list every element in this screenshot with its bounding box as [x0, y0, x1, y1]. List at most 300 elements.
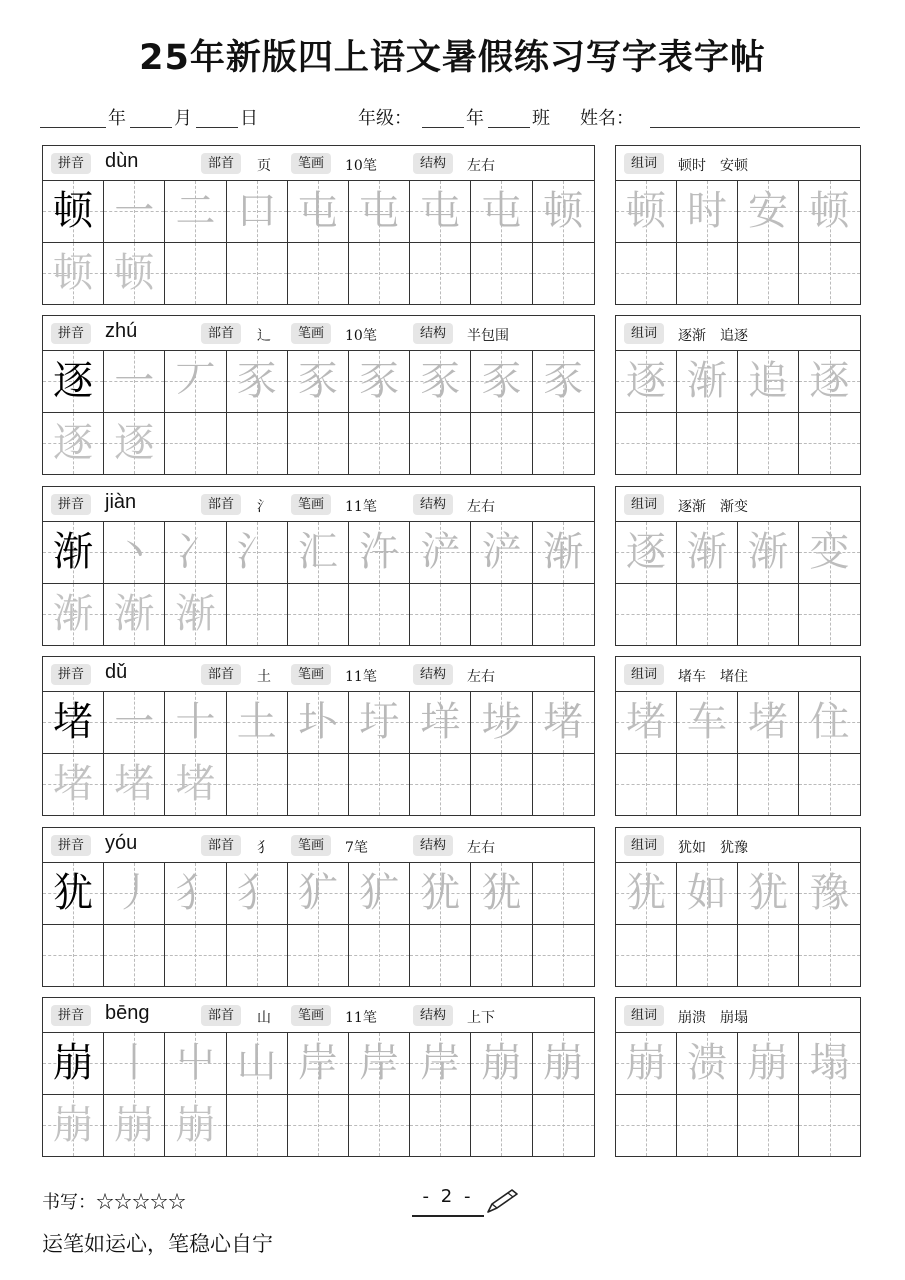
word-trace-character: 逐	[626, 529, 666, 575]
stroke-step: 犹	[481, 870, 522, 916]
radical-value: 犭	[257, 840, 271, 856]
grid-cell[interactable]	[471, 181, 532, 243]
word-card-header	[616, 657, 860, 692]
word-grid	[616, 692, 860, 815]
grid-cell[interactable]	[288, 584, 349, 646]
word-trace-character: 车	[687, 699, 727, 745]
word-grid-cell[interactable]	[738, 692, 799, 754]
grid-cell[interactable]	[227, 1095, 288, 1157]
stroke-step: 二	[175, 188, 216, 234]
grid-cell[interactable]	[227, 692, 288, 754]
writing-grid	[43, 1033, 594, 1156]
word-grid-cell[interactable]	[738, 243, 799, 305]
strokes-value: 11笔	[345, 669, 377, 685]
structure-value: 左右	[467, 499, 495, 515]
grid-cell[interactable]	[288, 181, 349, 243]
name-blank[interactable]	[650, 127, 860, 128]
card-header	[43, 487, 594, 522]
radical-tag: 部首	[201, 494, 241, 515]
grid-cell[interactable]	[471, 1033, 532, 1095]
radical-value: 辶	[257, 328, 271, 344]
model-character: 逐	[53, 358, 94, 404]
grid-cell[interactable]	[410, 351, 471, 413]
stroke-step: 氵	[236, 529, 277, 575]
word-trace-character: 逐	[626, 358, 666, 404]
stroke-step: 堵	[543, 699, 584, 745]
trace-character: 崩	[53, 1101, 94, 1148]
grid-cell[interactable]	[104, 413, 165, 475]
character-card	[42, 827, 595, 987]
grid-cell[interactable]	[533, 351, 594, 413]
grid-cell[interactable]	[43, 863, 104, 925]
grid-cell[interactable]	[165, 754, 226, 816]
word-grid-cell[interactable]	[677, 1095, 738, 1157]
strokes-tag: 笔画	[291, 1005, 331, 1026]
pinyin-value: yóu	[105, 832, 138, 854]
grid-cell[interactable]	[227, 584, 288, 646]
card-header	[43, 316, 594, 351]
word-trace-character: 如	[687, 870, 727, 916]
grid-cell[interactable]	[349, 351, 410, 413]
structure-tag: 结构	[413, 835, 453, 856]
word-card	[615, 827, 861, 987]
pinyin-tag: 拼音	[51, 835, 91, 856]
grid-cell[interactable]	[533, 522, 594, 584]
word-grid-cell[interactable]	[738, 754, 799, 816]
motto: 运笔如运心，笔稳心自宁	[42, 1232, 273, 1256]
model-character: 堵	[53, 699, 94, 745]
radical-value: 氵	[257, 499, 271, 515]
grid-cell[interactable]	[288, 413, 349, 475]
word-grid-cell[interactable]	[738, 522, 799, 584]
words-value: 逐渐 追逐	[678, 328, 748, 344]
card-header	[43, 146, 594, 181]
pinyin-tag: 拼音	[51, 1005, 91, 1026]
stroke-step: 屯	[420, 188, 461, 234]
character-card	[42, 315, 595, 475]
grid-cell[interactable]	[288, 351, 349, 413]
stroke-step: 屯	[297, 188, 338, 234]
model-character: 渐	[53, 529, 94, 575]
words-value: 崩溃 崩塌	[678, 1010, 748, 1026]
strokes-value: 10笔	[345, 328, 377, 344]
trace-character: 顿	[53, 249, 94, 296]
word-grid-cell[interactable]	[616, 1033, 677, 1095]
word-grid-cell[interactable]	[677, 351, 738, 413]
word-grid	[616, 181, 860, 304]
grid-cell[interactable]	[227, 413, 288, 475]
word-grid-cell[interactable]	[738, 1095, 799, 1157]
grid-cell[interactable]	[43, 754, 104, 816]
grid-cell[interactable]	[288, 754, 349, 816]
day-blank[interactable]	[196, 127, 238, 128]
word-grid-cell[interactable]	[677, 413, 738, 475]
word-grid-cell[interactable]	[799, 1033, 860, 1095]
grid-cell[interactable]	[533, 413, 594, 475]
trace-character: 逐	[114, 419, 155, 466]
grid-cell[interactable]	[43, 584, 104, 646]
word-grid-cell[interactable]	[616, 243, 677, 305]
grid-cell[interactable]	[43, 413, 104, 475]
grid-cell[interactable]	[410, 1033, 471, 1095]
stroke-step: 丿	[114, 870, 155, 916]
word-grid-cell[interactable]	[799, 243, 860, 305]
stroke-step: 犷	[297, 870, 338, 916]
grid-cell[interactable]	[533, 863, 594, 925]
words-tag: 组词	[624, 835, 664, 856]
stroke-step: 浐	[481, 529, 522, 575]
writing-grid	[43, 863, 594, 986]
word-trace-character: 渐	[748, 529, 788, 575]
grid-cell[interactable]	[349, 1033, 410, 1095]
word-grid-cell[interactable]	[799, 754, 860, 816]
grid-cell[interactable]	[471, 925, 532, 987]
grid-cell[interactable]	[43, 925, 104, 987]
grid-cell[interactable]	[43, 1095, 104, 1157]
grid-cell[interactable]	[43, 243, 104, 305]
grid-cell[interactable]	[410, 1095, 471, 1157]
pinyin-value: dǔ	[105, 661, 128, 683]
grid-cell[interactable]	[471, 243, 532, 305]
grid-cell[interactable]	[471, 413, 532, 475]
grid-cell[interactable]	[104, 925, 165, 987]
grid-cell[interactable]	[227, 754, 288, 816]
word-grid-cell[interactable]	[677, 584, 738, 646]
words-tag: 组词	[624, 1005, 664, 1026]
radical-tag: 部首	[201, 1005, 241, 1026]
strokes-value: 11笔	[345, 499, 377, 515]
grid-cell[interactable]	[43, 181, 104, 243]
grid-cell[interactable]	[349, 584, 410, 646]
grid-cell[interactable]	[349, 243, 410, 305]
page-number: - 2 -	[412, 1186, 484, 1217]
pinyin-value: zhú	[105, 320, 138, 342]
word-grid-cell[interactable]	[738, 863, 799, 925]
word-grid-cell[interactable]	[799, 522, 860, 584]
character-card	[42, 145, 595, 305]
word-grid-cell[interactable]	[738, 413, 799, 475]
word-grid-cell[interactable]	[738, 181, 799, 243]
word-grid-cell[interactable]	[677, 181, 738, 243]
structure-tag: 结构	[413, 323, 453, 344]
word-grid	[616, 863, 860, 986]
grid-cell[interactable]	[410, 413, 471, 475]
word-grid-cell[interactable]	[677, 692, 738, 754]
grid-cell[interactable]	[533, 754, 594, 816]
grid-cell[interactable]	[288, 522, 349, 584]
word-grid-cell[interactable]	[677, 754, 738, 816]
grid-cell[interactable]	[533, 692, 594, 754]
stroke-step: 崩	[481, 1040, 522, 1086]
grid-cell[interactable]	[165, 181, 226, 243]
grid-cell[interactable]	[533, 584, 594, 646]
word-grid-cell[interactable]	[616, 754, 677, 816]
word-grid-cell[interactable]	[738, 584, 799, 646]
grid-cell[interactable]	[410, 692, 471, 754]
word-grid-cell[interactable]	[616, 181, 677, 243]
trace-character: 逐	[53, 419, 94, 466]
grid-cell[interactable]	[227, 925, 288, 987]
grid-cell[interactable]	[165, 692, 226, 754]
word-grid-cell[interactable]	[799, 351, 860, 413]
structure-tag: 结构	[413, 494, 453, 515]
stroke-step: 山	[236, 1040, 277, 1086]
word-grid-cell[interactable]	[677, 243, 738, 305]
word-grid-cell[interactable]	[677, 925, 738, 987]
word-trace-character: 顿	[809, 188, 850, 234]
grid-cell[interactable]	[471, 863, 532, 925]
word-card	[615, 315, 861, 475]
stroke-step: 浐	[420, 529, 461, 575]
grid-cell[interactable]	[288, 1095, 349, 1157]
pinyin-tag: 拼音	[51, 153, 91, 174]
word-grid-cell[interactable]	[799, 181, 860, 243]
grid-cell[interactable]	[410, 863, 471, 925]
pinyin-tag: 拼音	[51, 664, 91, 685]
stroke-step: 一	[114, 699, 155, 745]
grid-cell[interactable]	[288, 1033, 349, 1095]
grid-cell[interactable]	[349, 692, 410, 754]
grid-cell[interactable]	[165, 863, 226, 925]
stroke-step: 豕	[543, 358, 584, 404]
grid-cell[interactable]	[349, 413, 410, 475]
word-grid-cell[interactable]	[738, 925, 799, 987]
grade-year-blank[interactable]	[422, 127, 464, 128]
pinyin-value: dùn	[105, 150, 139, 172]
grid-cell[interactable]	[349, 522, 410, 584]
grid-cell[interactable]	[165, 243, 226, 305]
word-grid	[616, 522, 860, 645]
grid-cell[interactable]	[43, 692, 104, 754]
year-blank[interactable]	[40, 127, 106, 128]
grid-cell[interactable]	[410, 925, 471, 987]
stroke-step: 垟	[420, 699, 461, 745]
word-grid-cell[interactable]	[616, 692, 677, 754]
stroke-step: 汇	[297, 529, 338, 575]
grid-cell[interactable]	[227, 1033, 288, 1095]
model-character: 犹	[53, 870, 94, 916]
grid-cell[interactable]	[410, 754, 471, 816]
grid-cell[interactable]	[471, 584, 532, 646]
stroke-step: 丆	[175, 358, 216, 404]
word-card-header	[616, 487, 860, 522]
structure-tag: 结构	[413, 1005, 453, 1026]
radical-value: 页	[257, 158, 271, 174]
stroke-step: 丶	[114, 529, 155, 575]
strokes-value: 11笔	[345, 1010, 377, 1026]
grid-cell[interactable]	[471, 1095, 532, 1157]
grid-cell[interactable]	[471, 692, 532, 754]
writing-grid	[43, 351, 594, 474]
grid-cell[interactable]	[288, 925, 349, 987]
word-trace-character: 堵	[748, 699, 788, 745]
word-card	[615, 145, 861, 305]
stroke-step: 屯	[481, 188, 522, 234]
grid-cell[interactable]	[533, 181, 594, 243]
word-grid-cell[interactable]	[677, 1033, 738, 1095]
word-grid-cell[interactable]	[799, 1095, 860, 1157]
stroke-step: 犭	[236, 870, 277, 916]
words-value: 逐渐 渐变	[678, 499, 748, 515]
grid-cell[interactable]	[288, 243, 349, 305]
grid-cell[interactable]	[533, 243, 594, 305]
grid-cell[interactable]	[165, 1033, 226, 1095]
grid-cell[interactable]	[104, 754, 165, 816]
grid-cell[interactable]	[104, 1095, 165, 1157]
page-title: 25年新版四上语文暑假练习写字表字帖	[139, 38, 766, 78]
grid-cell[interactable]	[165, 584, 226, 646]
grid-cell[interactable]	[349, 863, 410, 925]
grid-cell[interactable]	[165, 413, 226, 475]
stroke-step: 豕	[359, 358, 400, 404]
grid-cell[interactable]	[410, 181, 471, 243]
radical-tag: 部首	[201, 664, 241, 685]
grid-cell[interactable]	[349, 754, 410, 816]
word-trace-character: 追	[748, 358, 788, 404]
word-grid-cell[interactable]	[799, 413, 860, 475]
class-label: 班	[532, 108, 550, 129]
grid-cell[interactable]	[471, 522, 532, 584]
grid-cell[interactable]	[410, 584, 471, 646]
grid-cell[interactable]	[104, 351, 165, 413]
grid-cell[interactable]	[104, 181, 165, 243]
strokes-tag: 笔画	[291, 494, 331, 515]
word-grid-cell[interactable]	[616, 413, 677, 475]
grid-cell[interactable]	[288, 863, 349, 925]
trace-character: 堵	[53, 760, 94, 807]
word-grid-cell[interactable]	[799, 925, 860, 987]
character-card	[42, 656, 595, 816]
grid-cell[interactable]	[533, 925, 594, 987]
grid-cell[interactable]	[165, 522, 226, 584]
card-header	[43, 828, 594, 863]
grid-cell[interactable]	[227, 522, 288, 584]
pen-icon	[484, 1188, 520, 1214]
stroke-step: 圤	[297, 699, 338, 745]
stroke-step: 豕	[481, 358, 522, 404]
grid-cell[interactable]	[349, 1095, 410, 1157]
word-card-header	[616, 146, 860, 181]
word-card	[615, 656, 861, 816]
grid-cell[interactable]	[104, 584, 165, 646]
word-trace-character: 住	[809, 699, 850, 745]
word-grid-cell[interactable]	[738, 351, 799, 413]
grid-cell[interactable]	[288, 692, 349, 754]
grid-cell[interactable]	[165, 925, 226, 987]
words-tag: 组词	[624, 153, 664, 174]
word-trace-character: 犹	[626, 870, 666, 916]
word-trace-character: 崩	[748, 1040, 788, 1086]
grid-cell[interactable]	[227, 181, 288, 243]
stroke-step: 屮	[175, 1040, 216, 1086]
trace-character: 渐	[53, 590, 94, 637]
radical-value: 土	[257, 669, 271, 685]
grid-cell[interactable]	[43, 351, 104, 413]
card-header	[43, 998, 594, 1033]
day-label: 日	[240, 108, 258, 129]
word-grid-cell[interactable]	[616, 863, 677, 925]
grid-cell[interactable]	[410, 243, 471, 305]
grid-cell[interactable]	[227, 863, 288, 925]
pinyin-value: jiàn	[105, 491, 137, 513]
grid-cell[interactable]	[471, 754, 532, 816]
info-line	[40, 100, 865, 132]
grid-cell[interactable]	[165, 1095, 226, 1157]
writing-rating: 书写：☆☆☆☆☆	[42, 1192, 186, 1213]
grid-cell[interactable]	[349, 181, 410, 243]
word-card-header	[616, 316, 860, 351]
strokes-tag: 笔画	[291, 323, 331, 344]
grid-cell[interactable]	[533, 1095, 594, 1157]
grid-cell[interactable]	[227, 243, 288, 305]
word-trace-character: 变	[809, 529, 850, 575]
words-tag: 组词	[624, 494, 664, 515]
word-grid-cell[interactable]	[616, 925, 677, 987]
stroke-step: 丨	[114, 1040, 155, 1086]
word-card-header	[616, 998, 860, 1033]
word-card-header	[616, 828, 860, 863]
stroke-step: 一	[114, 188, 155, 234]
stroke-step: 口	[236, 188, 277, 234]
radical-tag: 部首	[201, 835, 241, 856]
grid-cell[interactable]	[227, 351, 288, 413]
grid-cell[interactable]	[43, 522, 104, 584]
trace-character: 堵	[175, 760, 216, 807]
grid-cell[interactable]	[104, 243, 165, 305]
grid-cell[interactable]	[104, 1033, 165, 1095]
grid-cell[interactable]	[43, 1033, 104, 1095]
structure-value: 上下	[467, 1010, 495, 1026]
word-card	[615, 486, 861, 646]
stroke-step: 岸	[297, 1040, 338, 1086]
stroke-step: 汻	[359, 529, 400, 575]
word-grid-cell[interactable]	[677, 522, 738, 584]
word-grid-cell[interactable]	[616, 584, 677, 646]
grid-cell[interactable]	[471, 351, 532, 413]
word-grid-cell[interactable]	[738, 1033, 799, 1095]
word-grid-cell[interactable]	[799, 863, 860, 925]
word-grid-cell[interactable]	[616, 1095, 677, 1157]
grid-cell[interactable]	[349, 925, 410, 987]
grid-cell[interactable]	[533, 1033, 594, 1095]
stroke-step: 圩	[359, 699, 400, 745]
stroke-step: 埗	[481, 699, 522, 745]
pinyin-tag: 拼音	[51, 323, 91, 344]
month-blank[interactable]	[130, 127, 172, 128]
stroke-step: 屯	[359, 188, 400, 234]
word-grid-cell[interactable]	[616, 522, 677, 584]
grade-label: 年级：	[358, 108, 412, 129]
grid-cell[interactable]	[104, 863, 165, 925]
word-grid-cell[interactable]	[677, 863, 738, 925]
grid-cell[interactable]	[410, 522, 471, 584]
stroke-step: 豕	[236, 358, 277, 404]
word-grid-cell[interactable]	[799, 584, 860, 646]
word-grid-cell[interactable]	[616, 351, 677, 413]
class-blank[interactable]	[488, 127, 530, 128]
word-trace-character: 豫	[809, 870, 850, 916]
words-tag: 组词	[624, 664, 664, 685]
word-grid	[616, 351, 860, 474]
grid-cell[interactable]	[104, 692, 165, 754]
strokes-value: 10笔	[345, 158, 377, 174]
grid-cell[interactable]	[165, 351, 226, 413]
grid-cell[interactable]	[104, 522, 165, 584]
word-trace-character: 塌	[809, 1040, 850, 1086]
word-grid-cell[interactable]	[799, 692, 860, 754]
stroke-step: 一	[114, 358, 155, 404]
trace-character: 顿	[114, 249, 155, 296]
